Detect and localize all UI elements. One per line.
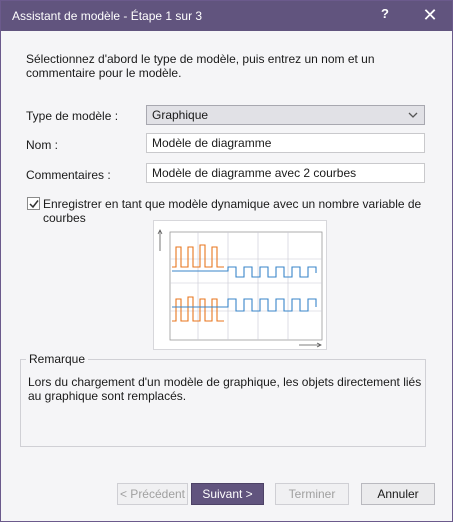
name-value: Modèle de diagramme <box>152 136 272 150</box>
template-type-select[interactable] <box>146 105 425 125</box>
template-type-label: Type de modèle : <box>26 109 119 123</box>
checkmark-icon <box>29 199 39 209</box>
window-title: Assistant de modèle - Étape 1 sur 3 <box>12 9 203 23</box>
cancel-button[interactable]: Annuler <box>361 483 435 505</box>
close-button[interactable]: ✕ <box>422 5 438 25</box>
intro-text: Sélectionnez d'abord le type de modèle, puis entrez un nom et un commentaire pour le modèle. <box>26 52 375 80</box>
next-button[interactable]: Suivant > <box>191 483 264 505</box>
comment-label: Commentaires : <box>26 168 111 182</box>
dialog-body <box>1 31 452 521</box>
name-label: Nom : <box>26 138 59 152</box>
help-button[interactable]: ? <box>381 6 389 21</box>
remark-text: Lors du chargement d'un modèle de graphique, les objets directement liés au graphique sont remplacés. <box>28 375 422 403</box>
name-input[interactable] <box>146 133 425 153</box>
template-type-value: Graphique <box>152 108 209 122</box>
remark-title: Remarque <box>26 352 88 366</box>
title-bar <box>1 1 452 31</box>
previous-button[interactable]: < Précédent <box>117 483 188 505</box>
comment-input[interactable] <box>146 163 425 183</box>
chevron-down-icon <box>407 109 419 121</box>
chart-preview-image <box>153 220 327 350</box>
chart-preview-graphic <box>154 221 326 349</box>
comment-value: Modèle de diagramme avec 2 courbes <box>152 166 357 180</box>
dynamic-template-label[interactable]: Enregistrer en tant que modèle dynamique avec un nombre variable de courbes <box>43 197 422 225</box>
remark-group <box>20 359 426 447</box>
finish-button[interactable]: Terminer <box>275 483 349 505</box>
dynamic-template-checkbox[interactable] <box>27 197 40 210</box>
